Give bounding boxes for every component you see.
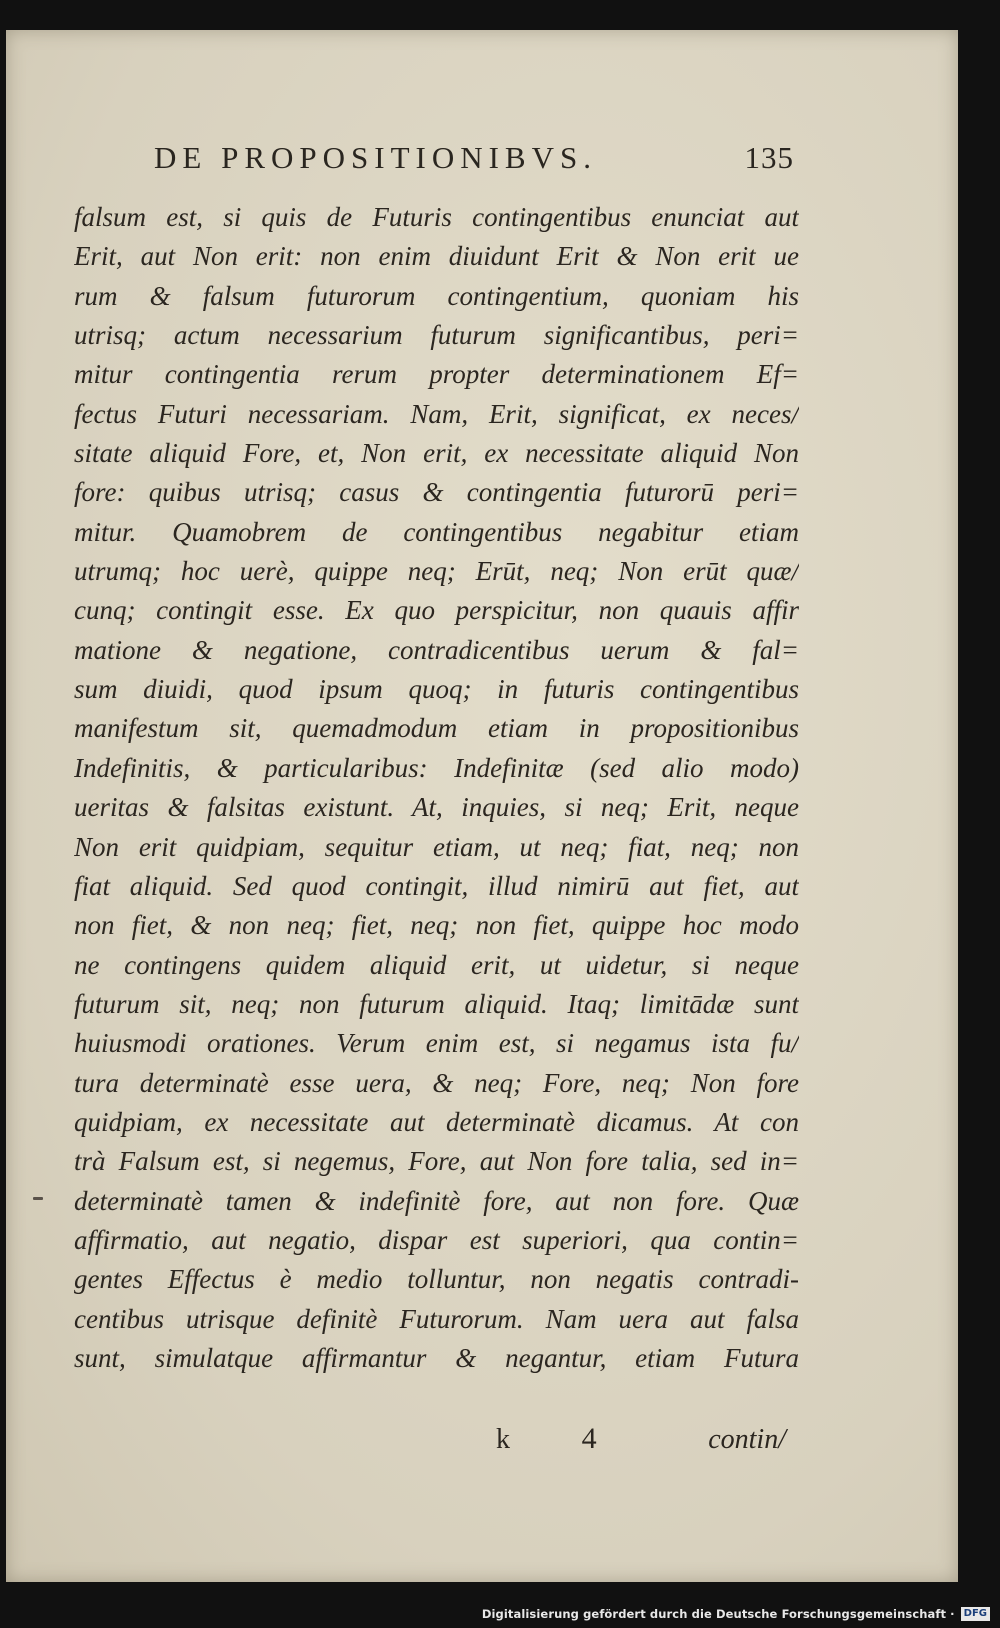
signature-mark: k [496,1424,510,1455]
text-line: fectus Futuri necessariam. Nam, Erit, significat, ex neces/ [74,398,799,429]
text-line: gentes Effectus è medio tolluntur, non negatis contradi- [74,1264,799,1295]
credit-text: Digitalisierung gefördert durch die Deutsche Forschungsgemeinschaft · [481,1607,955,1621]
text-line: Erit, aut Non erit: non enim diuidunt Erit & Non erit ue [74,241,799,272]
text-line: sitate aliquid Fore, et, Non erit, ex necessitate aliquid Non [74,438,799,469]
text-line: affirmatio, aut negatio, dispar est superiori, qua contin= [74,1224,799,1255]
text-line: huiusmodi orationes. Verum enim est, si negamus ista fu/ [74,1028,799,1059]
catchword: contin/ [708,1424,786,1455]
text-line: mitur. Quamobrem de contingentibus negabitur etiam [74,516,799,547]
text-line: rum & falsum futurorum contingentium, quoniam his [74,280,799,311]
digitization-credit [482,1604,990,1624]
text-line: sum diuidi, quod ipsum quoq; in futuris contingentibus [74,674,799,705]
text-line: tura determinatè esse uera, & neq; Fore, neq; Non fore [74,1067,799,1098]
text-line: ueritas & falsitas existunt. At, inquies, si neq; Erit, neque [74,792,799,823]
running-head: DE PROPOSITIONIBVS. [154,140,597,175]
text-line: determinatè tamen & indefinitè fore, aut non fore. Quæ [74,1185,799,1216]
text-line: fiat aliquid. Sed quod contingit, illud nimirū aut fiet, aut [74,870,799,901]
text-line: cunq; contingit esse. Ex quo perspicitur, non quauis affir [74,595,799,626]
text-line: Non erit quidpiam, sequitur etiam, ut neq; fiat, neq; non [74,831,799,862]
body-text [74,198,799,1378]
dfg-logo: DFG [961,1607,990,1621]
signature-number: 4 [581,1422,597,1455]
text-line: sunt, simulatque affirmantur & negantur, etiam Futura [74,1342,799,1373]
page-number: 135 [744,140,794,175]
book-page [6,30,958,1582]
text-line: fore: quibus utrisq; casus & contingentia futurorū peri= [74,477,799,508]
text-line: mitur contingentia rerum propter determinationem Ef= [74,359,799,390]
text-line: non fiet, & non neq; fiet, neq; non fiet, quippe hoc modo [74,910,799,941]
text-line: matione & negatione, contradicentibus uerum & fal= [74,634,799,665]
text-line: falsum est, si quis de Futuris contingentibus enunciat aut [74,202,799,232]
text-line: trà Falsum est, si negemus, Fore, aut Non fore talia, sed in= [74,1146,799,1177]
text-line: Indefinitis, & particularibus: Indefinitæ (sed alio modo) [74,752,799,783]
text-line: utrumq; hoc uerè, quippe neq; Erūt, neq; Non erūt quæ/ [74,556,799,587]
page-header [154,140,794,188]
text-line: centibus utrisque definitè Futurorum. Nam uera aut falsa [74,1303,799,1334]
text-line: futurum sit, neq; non futurum aliquid. Itaq; limitādæ sunt [74,988,799,1019]
signature-line [496,1422,786,1466]
margin-mark [33,1197,43,1200]
text-line: utrisq; actum necessarium futurum significantibus, peri= [74,320,799,351]
text-line: ne contingens quidem aliquid erit, ut uidetur, si neque [74,949,799,980]
text-line: manifestum sit, quemadmodum etiam in propositionibus [74,713,799,744]
text-line: quidpiam, ex necessitate aut determinatè dicamus. At con [74,1106,799,1137]
